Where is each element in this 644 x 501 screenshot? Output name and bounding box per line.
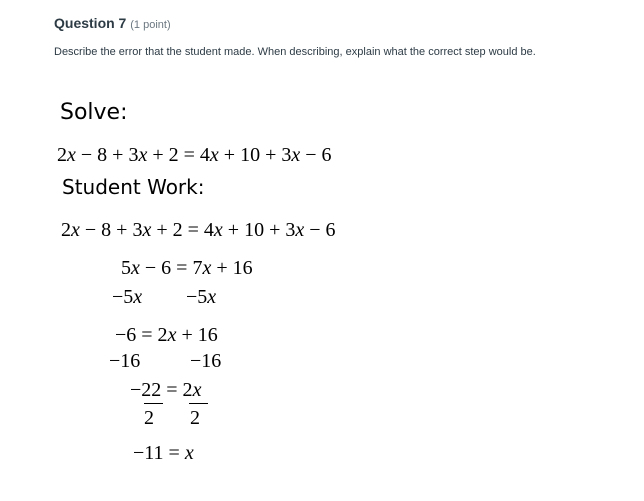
question-prompt: Describe the error that the student made. When describing, explain what the correct step would be. <box>54 46 536 58</box>
work-line-after-subtract-16: −22 = 2x <box>130 379 202 401</box>
problem-equation: 2x − 8 + 3x + 2 = 4x + 10 + 3x − 6 <box>57 144 332 166</box>
question-header <box>54 15 171 31</box>
fraction-bar-left <box>144 403 163 404</box>
work-line-combined: 5x − 6 = 7x + 16 <box>121 257 253 279</box>
fraction-bar-right <box>189 403 208 404</box>
solve-label: Solve: <box>60 100 128 125</box>
question-points: (1 point) <box>130 19 171 31</box>
work-line-original: 2x − 8 + 3x + 2 = 4x + 10 + 3x − 6 <box>61 219 336 241</box>
work-subtract-16-left: −16 <box>109 350 141 372</box>
work-line-after-subtract: −6 = 2x + 16 <box>115 324 218 346</box>
work-subtract-5x-left: −5x <box>112 286 143 308</box>
student-work-label: Student Work: <box>62 175 205 199</box>
work-subtract-16-right: −16 <box>190 350 222 372</box>
work-line-result: −11 = x <box>133 442 194 464</box>
work-divide-right: 2 <box>190 407 200 429</box>
work-divide-left: 2 <box>144 407 154 429</box>
work-subtract-5x-right: −5x <box>186 286 217 308</box>
question-title: Question 7 <box>54 15 127 31</box>
